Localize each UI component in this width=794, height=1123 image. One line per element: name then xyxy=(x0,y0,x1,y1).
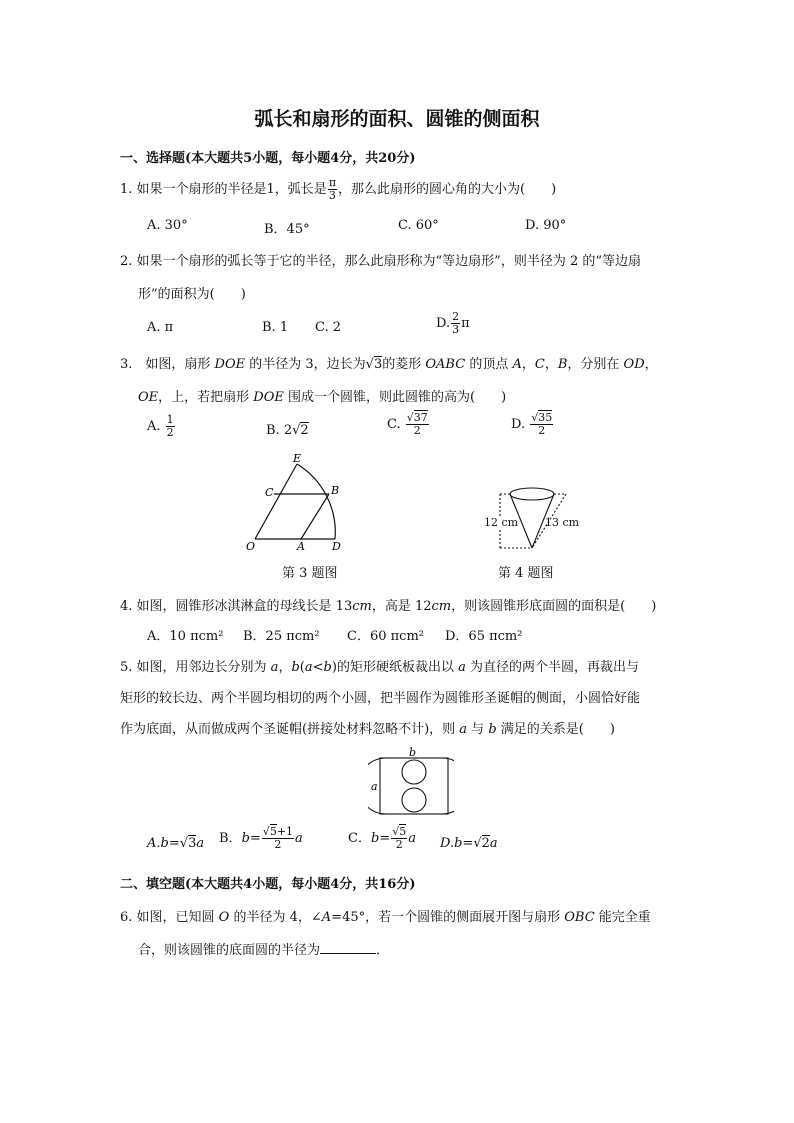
q5-line-1: 5. 如图，用邻边长分别为 a，b(a<b)的矩形硬纸板裁出以 a 为直径的两个半圆，再裁出与 xyxy=(120,660,639,675)
q1-option-d: D. 90° xyxy=(525,218,567,233)
q2-option-a: A. π xyxy=(147,320,174,335)
question-1-stem xyxy=(120,177,556,202)
q2-option-b: B. 1 xyxy=(262,320,289,335)
q2-line-1: 2. 如果一个扇形的弧长等于它的半径，那么此扇形称为“等边扇形”，则半径为 2 的“等边扇 xyxy=(120,254,642,269)
q4-option-c: C．60 πcm² xyxy=(347,629,424,644)
fig4-slant-label: 13 cm xyxy=(545,516,580,529)
q1-option-c: C. 60° xyxy=(398,218,439,233)
fig3-label-e: E xyxy=(293,452,302,465)
q2-option-c: C. 2 xyxy=(315,320,342,335)
figure-3-sector-rhombus xyxy=(235,452,365,557)
q4-option-a: A．10 πcm² xyxy=(147,629,224,644)
fig3-label-o: O xyxy=(246,540,256,553)
q3-option-a: A. $\frac{1}{2}$ xyxy=(147,413,174,439)
q3-option-b: B. 2√2 xyxy=(266,423,309,438)
q5-option-d: D.b=√2a xyxy=(440,836,498,851)
q6-line-2: 合，则该圆锥的底面圆的半径为 ． xyxy=(138,943,390,958)
section-heading-fill: 二、填空题(本大题共4小题，每小题4分，共16分) xyxy=(120,877,416,892)
q5-option-b: B．b= $\frac{√5+1}{2}$ a xyxy=(219,825,303,851)
q2-line-2: 形”的面积为( ) xyxy=(138,287,246,302)
fig3-label-d: D xyxy=(332,540,341,553)
q4-option-d: D．65 πcm² xyxy=(445,629,523,644)
q5-line-2: 矩形的较长边、两个半圆均相切的两个小圆，把半圆作为圆锥形圣诞帽的侧面，小圆恰好能 xyxy=(120,691,641,706)
q6-line-1: 6. 如图，已知圆 O 的半径为 4，∠A=45°，若一个圆锥的侧面展开图与扇形 OBC 能完全重 xyxy=(120,910,651,925)
page-title: 弧长和扇形的面积、圆锥的侧面积 xyxy=(254,108,540,130)
q1-fraction: $\frac{\pi}{3}$ xyxy=(328,176,337,202)
q5-line-3: 作为底面，从而做成两个圣诞帽(拼接处材料忽略不计)，则 a 与 b 满足的关系是( ) xyxy=(120,722,615,737)
q6-answer-blank[interactable] xyxy=(320,943,376,954)
q1-option-a: A. 30° xyxy=(147,218,188,233)
q4-stem: 4. 如图，圆锥形冰淇淋盒的母线长是 13cm，高是 12cm，则该圆锥形底面圆的面积是( ) xyxy=(120,599,657,614)
q5-option-a: A.b=√3a xyxy=(147,836,205,851)
figure-3-caption: 第 3 题图 xyxy=(282,566,338,581)
q1-option-b: B．45° xyxy=(264,222,310,237)
q5-option-c: C．b= $\frac{√5}{2}$ a xyxy=(348,825,416,851)
fig5-label-b: b xyxy=(409,746,417,759)
figure-5-rectangle-semicircles xyxy=(368,746,454,820)
q3-option-c: C. $\frac{√37}{2}$ xyxy=(387,411,428,437)
q1-text-b: ，那么此扇形的圆心角的大小为( ) xyxy=(338,182,557,197)
section-heading-choice: 一、选择题(本大题共5小题，每小题4分，共20分) xyxy=(120,151,416,166)
fig3-label-c: C xyxy=(265,486,274,499)
q3-line-2: OE，上，若把扇形 DOE 围成一个圆锥，则此圆锥的高为( ) xyxy=(138,390,507,405)
q3-line-1: 3. 如图，扇形 DOE 的半径为 3，边长为√3的菱形 OABC 的顶点 A，C，B，分别在 OD， xyxy=(120,357,658,372)
fig4-height-label: 12 cm xyxy=(484,516,519,529)
fig5-label-a: a xyxy=(371,780,378,793)
figure-4-caption: 第 4 题图 xyxy=(498,566,554,581)
q3-option-d: D. $\frac{√35}{2}$ xyxy=(511,411,553,437)
fig3-label-a: A xyxy=(297,540,305,553)
q2-option-d: D. $\frac{2}{3}$ π xyxy=(436,310,470,336)
q4-option-b: B．25 πcm² xyxy=(243,629,320,644)
q1-text-a: 1. 如果一个扇形的半径是1，弧长是 xyxy=(120,182,327,197)
fig3-label-b: B xyxy=(331,484,340,497)
